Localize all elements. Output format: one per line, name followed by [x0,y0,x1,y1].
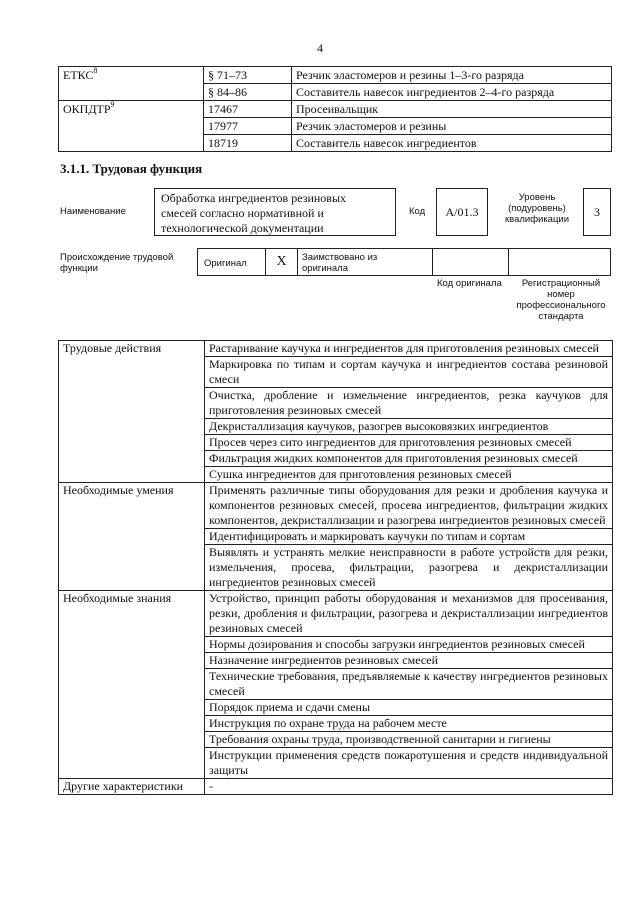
origin-row [197,248,611,276]
origin-label [60,252,173,274]
classification-title: Составитель навесок ингредиентов 2–4-го разряда [292,84,612,101]
detail-row [59,779,613,795]
level-label-line: (подуровень) [508,203,566,214]
function-code-box [436,188,488,236]
level-label-line: квалификации [504,214,570,225]
function-name-box [154,188,396,236]
classification-title: Просеивальщик [292,101,612,118]
detail-row [59,341,613,357]
detail-item: Идентифицировать и маркировать каучуки по типам и сортам [205,529,613,545]
detail-item: Инструкция по охране труда на рабочем месте [205,716,613,732]
category-label: Необходимые умения [59,483,205,591]
borrowed-label-line: оригинала [302,263,349,274]
detail-item: Нормы дозирования и способы загрузки ингредиентов резиновых смесей [205,637,613,653]
detail-item: Инструкции применения средств пожаротушения и средств индивидуальной защиты [205,748,613,779]
detail-item: Растаривание каучука и ингредиентов для приготовления резиновых смесей [205,341,613,357]
classification-row [59,101,612,118]
classification-table [58,66,612,152]
detail-item: Маркировка по типам и сортам каучука и ингредиентов состава резиновой смеси [205,357,613,388]
detail-row [59,483,613,529]
reg-number-label-line: стандарта [538,311,584,322]
detail-item: Технические требования, предъявляемые к качеству ингредиентов резиновых смесей [205,669,613,700]
classification-code: 17977 [204,118,292,135]
code-system: ЕТКС [63,68,94,82]
origin-label-line: функции [60,263,98,274]
qualification-level: 3 [594,204,600,219]
reg-number-label-line: номер [547,289,575,300]
level-label-line: Уровень [518,192,556,203]
borrowed-cell [297,248,432,276]
function-details-table [58,340,613,795]
detail-item: - [205,779,613,795]
category-label: Трудовые действия [59,341,205,483]
code-original-label: Код оригинала [437,278,502,289]
detail-item: Просев через сито ингредиентов для приготовления резиновых смесей [205,435,613,451]
origin-label-line: Происхождение трудовой [60,252,174,263]
detail-item: Назначение ингредиентов резиновых смесей [205,653,613,669]
detail-item: Устройство, принцип работы оборудования и механизмов для просеивания, резки, дробления и фильтрации, разогрева и декристаллизации ингредиентов резиновых смесей [205,591,613,637]
classification-title: Резчик эластомеров и резины 1–3-го разряда [292,67,612,84]
code-system-cell [59,67,204,101]
classification-title: Резчик эластомеров и резины [292,118,612,135]
detail-item: Выявлять и устранять мелкие неисправности в работе устройств для резки, измельчения, просева, фильтрации, разогрева и декристаллизации ингредиентов резиновых смесей [205,545,613,591]
level-label [497,192,577,225]
reg-number-label [510,278,612,322]
detail-item: Сушка ингредиентов для приготовления резиновых смесей [205,467,613,483]
function-name-line: Обработка ингредиентов резиновых [161,191,347,205]
classification-code: 18719 [204,135,292,152]
footnote-mark: 8 [93,66,98,75]
detail-item: Декристаллизация каучуков, разогрев высоковязких ингредиентов [205,419,613,435]
name-label: Наименование [60,206,126,217]
classification-row [59,67,612,84]
function-name-line: смесей согласно нормативной и [161,206,324,220]
category-label: Другие характеристики [59,779,205,795]
detail-item: Очистка, дробление и измельчение ингредиентов, резка каучуков для приготовления резиновых смесей [205,388,613,419]
detail-item: Требования охраны труда, производственной санитарии и гигиены [205,732,613,748]
classification-code: § 71–73 [204,67,292,84]
borrowed-label [302,252,377,274]
detail-row [59,591,613,637]
footnote-mark: 9 [110,100,115,109]
classification-code: § 84–86 [204,84,292,101]
qualification-level-box [583,188,611,236]
borrowed-label-line: Заимствовано из [302,252,378,263]
code-system: ОКПДТР [63,102,111,116]
code-label: Код [409,206,426,217]
detail-item: Фильтрация жидких компонентов для приготовления резиновых смесей [205,451,613,467]
original-label: Оригинал [204,258,247,269]
function-code: A/01.3 [445,204,479,219]
reg-number-label-line: Регистрационный [521,278,601,289]
category-label: Необходимые знания [59,591,205,779]
section-title: 3.1.1. Трудовая функция [60,161,203,176]
code-system-cell [59,101,204,152]
original-mark: X [276,254,287,269]
reg-number-cell [508,248,611,276]
classification-title: Составитель навесок ингредиентов [292,135,612,152]
original-cell [197,248,265,276]
detail-item: Порядок приема и сдачи смены [205,700,613,716]
reg-number-label-line: профессионального [516,300,606,311]
original-mark-cell [265,248,297,276]
classification-code: 17467 [204,101,292,118]
function-name-line: технологической документации [161,221,324,235]
code-original-cell [432,248,508,276]
page-number: 4 [317,41,323,55]
detail-item: Применять различные типы оборудования для резки и дробления каучука и компонентов резиновых смесей, просева ингредиентов, фильтрации жидких компонентов, декристаллизации и разогрева ингредиентов резиновых смесей [205,483,613,529]
